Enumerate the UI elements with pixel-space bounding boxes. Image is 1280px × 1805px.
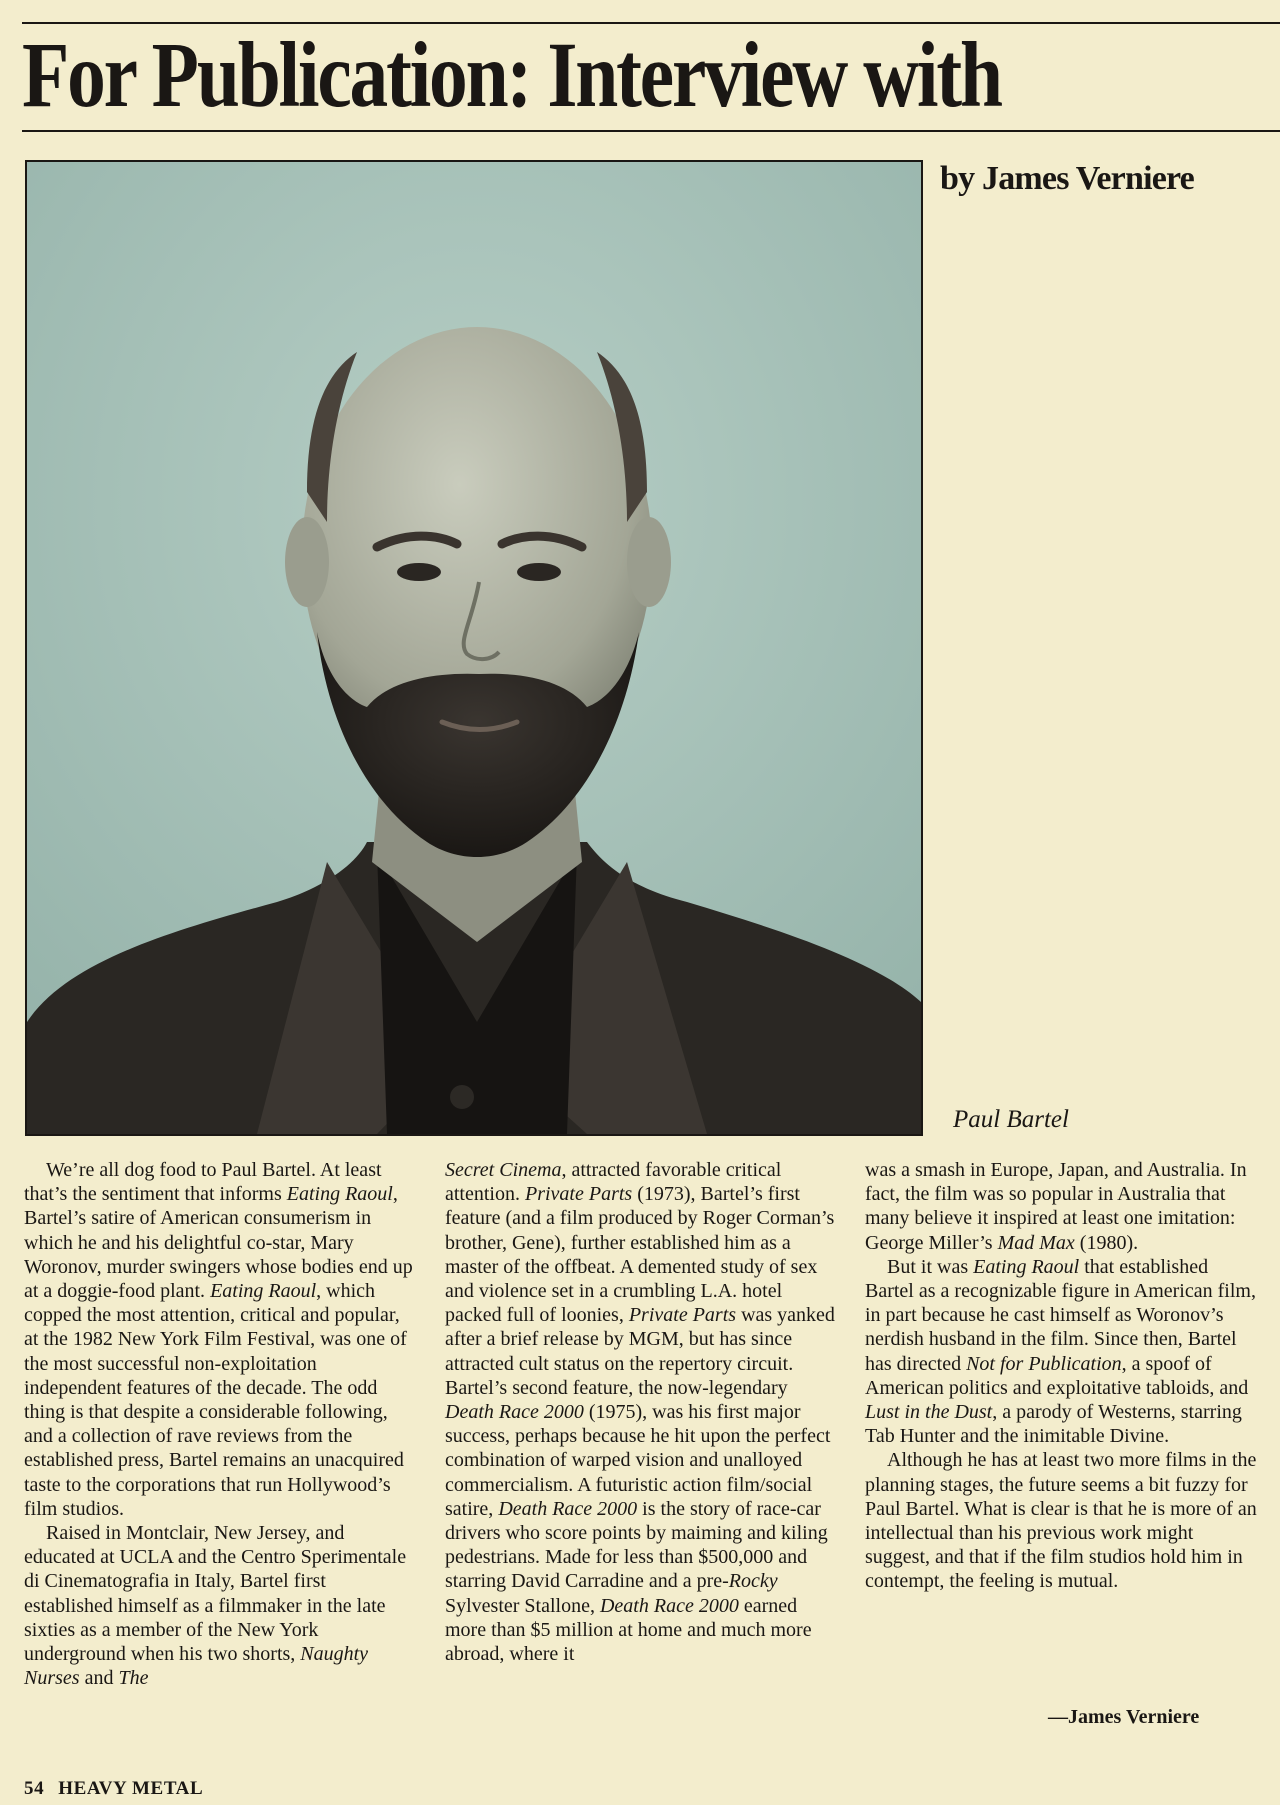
magazine-name: HEAVY METAL [58, 1778, 204, 1799]
page-number: 54 [24, 1778, 45, 1799]
article-paragraph: Raised in Montclair, New Jersey, and educated at UCLA and the Centro Sperimentale di Cinematografia in Italy, Bartel first established himself as a filmmaker in the late sixties as a member of the New York underground when his two shorts, Naughty Nurses and The [24, 1522, 407, 1690]
page-footer [24, 1778, 203, 1800]
author-signature: —James Verniere [1048, 1706, 1200, 1728]
photo-caption: Paul Bartel [953, 1106, 1069, 1133]
article-column-1 [24, 1158, 416, 1690]
article-paragraph: Although he has at least two more films in the planning stages, the future seems a bit fuzzy for Paul Bartel. What is clear is that he is more of an intellectual than his previous work might suggest, and that if the film studios hold him in contempt, the feeling is mutual. [865, 1449, 1257, 1593]
headline: For Publication: Interview with [22, 24, 1001, 127]
article-paragraph: We’re all dog food to Paul Bartel. At least that’s the sentiment that informs Eating Raoul, Bartel’s satire of American consumerism in which he and his delightful co-star, Mary Woronov, murder swingers whose bodies end up at a doggie-food plant. Eating Raoul, which copped the most attention, critical and popular, at the 1982 New York Film Festival, was one of the most successful non-exploitation independent features of the decade. The odd thing is that despite a considerable following, and a collection of rave reviews from the established press, Bartel remains an unacquired taste to the corporations that run Hollywood’s film studios. [24, 1159, 413, 1520]
article-paragraph: But it was Eating Raoul that established Bartel as a recognizable figure in American film, in part because he cast himself as Woronov’s nerdish husband in the film. Since then, Bartel has directed Not for Publication, a spoof of American politics and exploitative tabloids, and Lust in the Dust, a parody of Westerns, starring Tab Hunter and the inimitable Divine. [865, 1255, 1256, 1448]
article-column-3 [865, 1158, 1260, 1594]
portrait-photo [25, 160, 923, 1136]
article-paragraph: Secret Cinema, attracted favorable critical attention. Private Parts (1973), Bartel’s first feature (and a film produced by Roger Corman’s brother, Gene), further established him as a master of the offbeat. A demented study of sex and violence set in a crumbling L.A. hotel packed full of loonies, Private Parts was yanked after a brief release by MGM, but has since attracted cult status on the repertory circuit. Bartel’s second feature, the now-legendary Death Race 2000 (1975), was his first major success, perhaps because he hit upon the perfect combination of warped vision and unalloyed commercialism. A futuristic action film/social satire, Death Race 2000 is the story of race-car drivers who score points by maiming and kiling pedestrians. Made for less than $500,000 and starring David Carradine and a pre-Rocky Sylvester Stallone, Death Race 2000 earned more than $5 million at home and much more abroad, where it [445, 1159, 835, 1666]
byline: by James Verniere [940, 160, 1194, 197]
headline-rule-bottom [22, 130, 1280, 132]
article-paragraph: was a smash in Europe, Japan, and Australia. In fact, the film was so popular in Australia that many believe it inspired at least one imitation: George Miller’s Mad Max (1980). [865, 1159, 1247, 1254]
article-column-2 [445, 1158, 840, 1666]
